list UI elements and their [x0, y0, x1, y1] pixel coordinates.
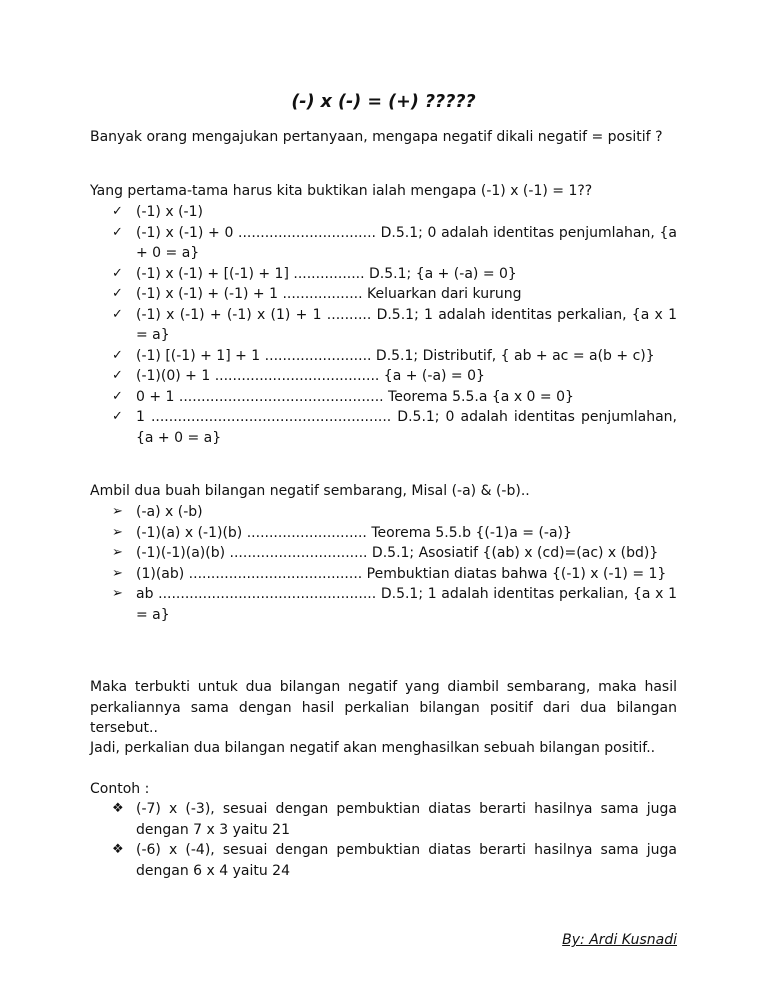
arrow-bullet-icon: ➢ — [112, 504, 123, 519]
list-item: ✓ 1 ...................................................... D.5.1; 0 adalah identitas penjumlahan, {a + 0 = a} — [112, 409, 677, 446]
author-signature: By: Ardi Kusnadi — [562, 932, 677, 948]
intro-paragraph: Banyak orang mengajukan pertanyaan, mengapa negatif dikali negatif = positif ? — [90, 129, 663, 145]
arrow-bullet-icon: ➢ — [112, 586, 123, 601]
checkmark-icon: ✓ — [112, 409, 123, 424]
list-item: ✓ (-1) x (-1) + 0 ............................... D.5.1; 0 adalah identitas penjumlahan, {a + 0 = a} — [112, 224, 677, 261]
checkmark-icon: ✓ — [112, 286, 123, 301]
list-item: ❖ (-7) x (-3), sesuai dengan pembuktian diatas berarti hasilnya sama juga dengan 7 x 3 yaitu 21 — [112, 801, 677, 838]
list-item: ➢ (-1)(-1)(a)(b) ............................... D.5.1; Asosiatif {(ab) x (cd)=(ac) x (bd)} — [90, 543, 677, 564]
list-item: ✓ (-1) x (-1) + [(-1) + 1] ................ D.5.1; {a + (-a) = 0} — [90, 264, 677, 285]
list-item: ➢ (1)(ab) ....................................... Pembuktian diatas bahwa {(-1) x (-1) = 1} — [90, 564, 677, 585]
list-item: ✓ (-1) x (-1) + (-1) + 1 .................. Keluarkan dari kurung — [90, 284, 677, 305]
list-item: ✓ (-1) x (-1) — [90, 202, 677, 223]
list-item: ➢ (-a) x (-b) — [90, 502, 677, 523]
diamond-bullet-icon: ❖ — [112, 801, 124, 816]
list-item: ✓ (-1)(0) + 1 ..................................... {a + (-a) = 0} — [90, 366, 677, 387]
example-list — [90, 799, 677, 881]
checkmark-icon: ✓ — [112, 347, 123, 363]
part2-heading: Ambil dua buah bilangan negatif sembarang, Misal (-a) & (-b).. — [90, 483, 530, 499]
list-item: ✓ 0 + 1 .............................................. Teorema 5.5.a {a x 0 = 0} — [90, 387, 677, 408]
arrow-bullet-icon: ➢ — [112, 565, 123, 581]
diamond-bullet-icon: ❖ — [112, 842, 124, 857]
arrow-bullet-icon: ➢ — [112, 524, 123, 540]
checkmark-icon: ✓ — [112, 204, 123, 219]
part1-proof-list — [90, 202, 677, 448]
example-label: Contoh : — [90, 781, 150, 797]
list-item: ✓ (-1) [(-1) + 1] + 1 ........................ D.5.1; Distributif, { ab + ac = a(b + c)} — [90, 346, 677, 367]
list-item: ➢ ab ................................................. D.5.1; 1 adalah identitas perkalian, {a x 1 = a} — [112, 586, 677, 623]
checkmark-icon: ✓ — [112, 306, 123, 322]
conclusion-paragraph: Maka terbukti untuk dua bilangan negatif yang diambil sembarang, maka hasil perkaliannya sama dengan hasil perkalian bilangan positif dari dua bilangan tersebut.. — [90, 679, 677, 736]
arrow-bullet-icon: ➢ — [112, 545, 123, 560]
part1-heading: Yang pertama-tama harus kita buktikan ialah mengapa (-1) x (-1) = 1?? — [90, 183, 593, 199]
checkmark-icon: ✓ — [112, 265, 123, 281]
checkmark-icon: ✓ — [112, 224, 123, 240]
list-item: ❖ (-6) x (-4), sesuai dengan pembuktian diatas berarti hasilnya sama juga dengan 6 x 4 yaitu 24 — [112, 842, 677, 879]
list-item: ✓ (-1) x (-1) + (-1) x (1) + 1 .......... D.5.1; 1 adalah identitas perkalian, {a x 1 = a} — [112, 306, 677, 343]
checkmark-icon: ✓ — [112, 388, 123, 404]
document-title: (-) x (-) = (+) ????? — [291, 92, 476, 112]
part2-proof-list — [90, 502, 677, 625]
checkmark-icon: ✓ — [112, 368, 123, 383]
list-item: ➢ (-1)(a) x (-1)(b) ........................... Teorema 5.5.b {(-1)a = (-a)} — [90, 523, 677, 544]
summary-paragraph: Jadi, perkalian dua bilangan negatif akan menghasilkan sebuah bilangan positif.. — [90, 740, 656, 756]
